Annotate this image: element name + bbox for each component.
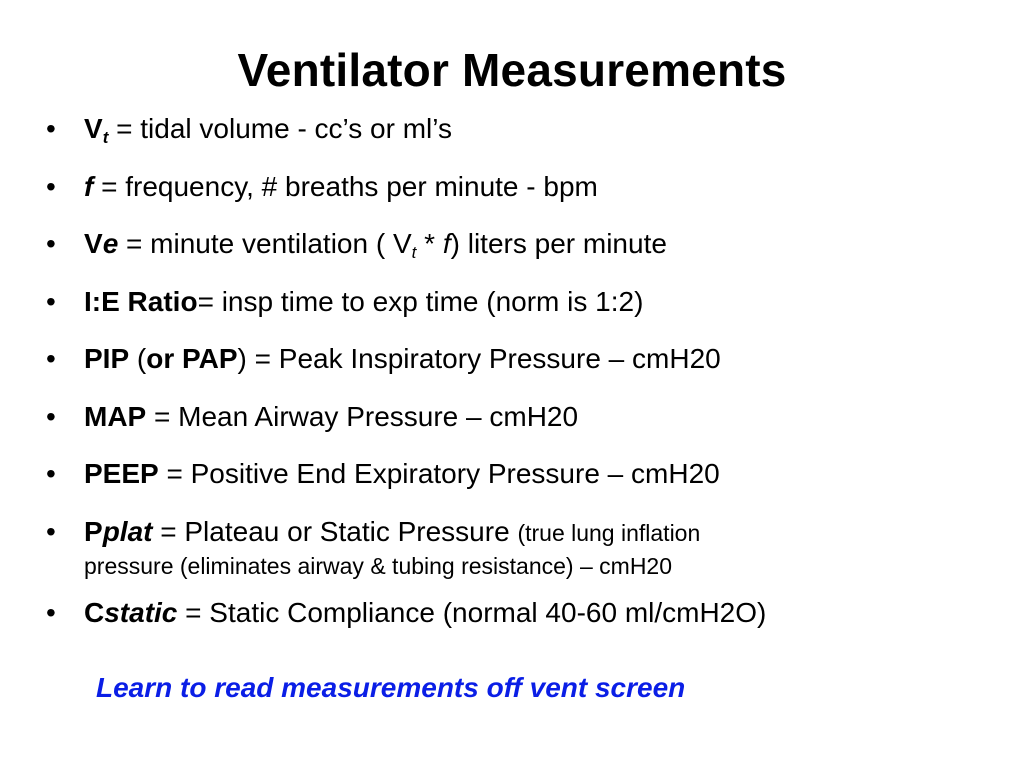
slide-title: Ventilator Measurements: [237, 44, 787, 96]
bullet-text-run: = tidal volume - cc’s or ml’s: [108, 113, 452, 144]
bullet-text-run: = Plateau or Static Pressure: [152, 515, 518, 547]
bullet-continuation: pressure (eliminates airway & tubing resistance) – cmH20: [84, 552, 673, 579]
bullet-text-run: *: [416, 228, 443, 259]
bullet-text-run: I:E Ratio: [84, 285, 198, 317]
bullet-text-run: f: [84, 170, 94, 202]
bullet-text-run: P: [84, 515, 103, 547]
bullet-item: [44, 342, 994, 376]
bullet-text-run: V: [84, 113, 103, 144]
bullet-marker: •: [46, 458, 56, 489]
bullet-text-run: e: [102, 228, 119, 259]
bullet-text-run: PEEP: [84, 458, 159, 489]
bullet-item: [44, 227, 994, 261]
bullet-item: [44, 457, 994, 491]
bullet-marker: •: [46, 170, 56, 202]
bullet-text-run: C: [84, 596, 105, 628]
bullet-marker: •: [46, 343, 56, 374]
bullet-item: [44, 170, 994, 204]
bullet-text-run: V: [84, 228, 103, 259]
bullet-text-run: = Positive End Expiratory Pressure – cmH20: [158, 458, 720, 489]
bullet-marker: •: [46, 515, 56, 547]
footer-note: Learn to read measurements off vent screen: [96, 672, 686, 703]
bullet-text-run: ) liters per minute: [450, 228, 667, 259]
bullet-marker: •: [46, 285, 56, 317]
bullet-text-run: t: [411, 243, 417, 262]
bullet-list: [44, 112, 994, 653]
bullet-marker: •: [46, 400, 56, 432]
bullet-text-run: ) = Peak Inspiratory Pressure – cmH20: [237, 343, 721, 374]
bullet-item: [44, 596, 994, 630]
bullet-text-run: or PAP: [146, 343, 238, 374]
bullet-marker: •: [46, 113, 56, 144]
bullet-text-run: PIP: [84, 343, 130, 374]
bullet-text-run: f: [442, 228, 451, 259]
bullet-text-run: t: [102, 128, 109, 147]
bullet-text-run: (true lung inflation: [517, 519, 701, 546]
bullet-text-run: = Mean Airway Pressure – cmH20: [146, 400, 579, 432]
bullet-text-run: = Static Compliance (normal 40-60 ml/cmH2O): [177, 596, 767, 628]
bullet-text-run: MAP: [84, 400, 147, 432]
bullet-item: [44, 400, 994, 434]
bullet-item: [44, 112, 994, 146]
bullet-text-run: = frequency, # breaths per minute - bpm: [93, 170, 598, 202]
bullet-marker: •: [46, 228, 56, 259]
bullet-item: [44, 515, 994, 582]
bullet-text-run: plat: [102, 515, 153, 547]
bullet-text-run: = insp time to exp time (norm is 1:2): [197, 285, 644, 317]
bullet-text-run: static: [104, 596, 178, 628]
bullet-text-run: (: [129, 343, 147, 374]
bullet-item: [44, 285, 994, 319]
bullet-marker: •: [46, 596, 56, 628]
bullet-text-run: = minute ventilation ( V: [118, 228, 412, 259]
